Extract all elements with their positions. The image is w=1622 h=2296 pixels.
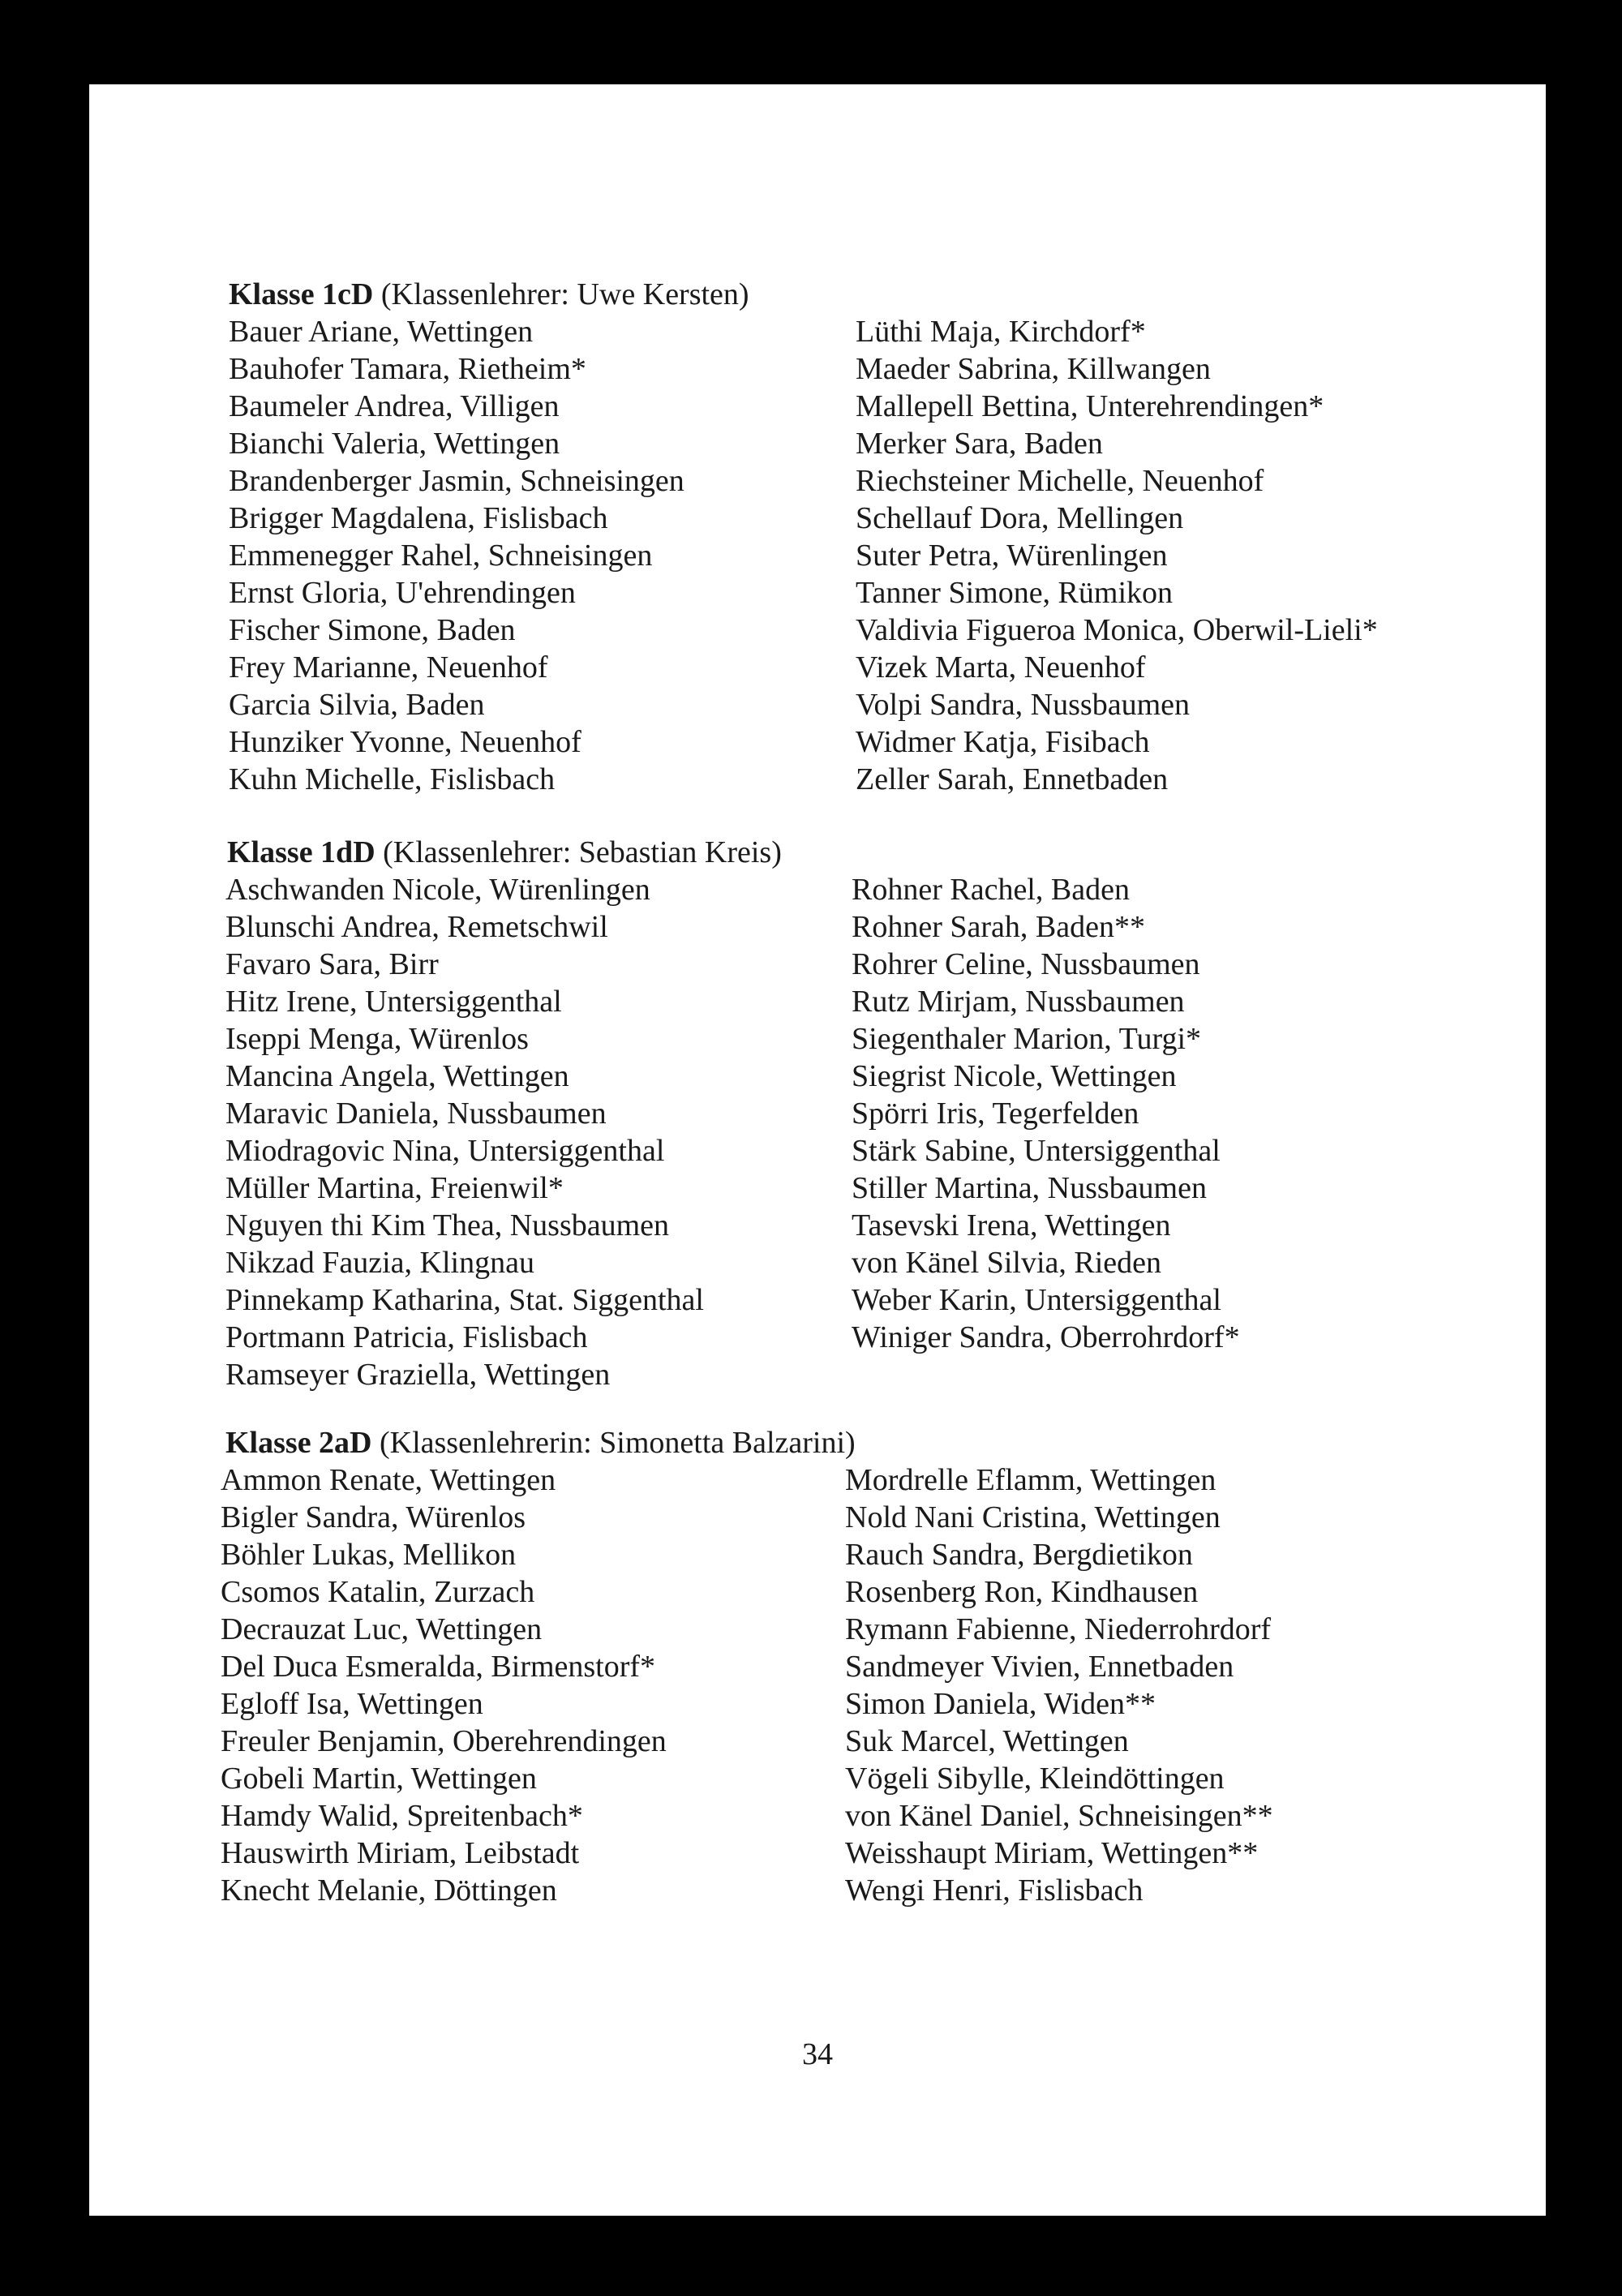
list-item: Pinnekamp Katharina, Stat. Siggenthal xyxy=(225,1283,704,1317)
list-item: Hauswirth Miriam, Leibstadt xyxy=(221,1836,580,1870)
list-item: Böhler Lukas, Mellikon xyxy=(221,1538,517,1572)
class-teacher: (Klassenlehrer: Sebastian Kreis) xyxy=(383,835,782,869)
list-item: Valdivia Figueroa Monica, Oberwil-Lieli* xyxy=(856,613,1378,647)
list-item: Del Duca Esmeralda, Birmenstorf* xyxy=(221,1650,656,1684)
list-item: Rohner Sarah, Baden** xyxy=(852,910,1145,944)
list-item: Kuhn Michelle, Fislisbach xyxy=(229,762,556,796)
list-item: Mancina Angela, Wettingen xyxy=(225,1059,569,1093)
list-item: Hitz Irene, Untersiggenthal xyxy=(225,985,562,1019)
list-item: Rauch Sandra, Bergdietikon xyxy=(845,1538,1193,1572)
list-item: Iseppi Menga, Würenlos xyxy=(225,1022,529,1056)
list-item: Sandmeyer Vivien, Ennetbaden xyxy=(845,1650,1234,1684)
list-item: Stiller Martina, Nussbaumen xyxy=(852,1171,1207,1205)
list-item: Müller Martina, Freienwil* xyxy=(225,1171,564,1205)
list-item: Freuler Benjamin, Oberehrendingen xyxy=(221,1724,667,1758)
list-item: Hamdy Walid, Spreitenbach* xyxy=(221,1799,583,1833)
list-item: Rosenberg Ron, Kindhausen xyxy=(845,1575,1199,1609)
student-list-right xyxy=(845,1461,1273,1909)
class-name: Klasse 1cD xyxy=(229,277,374,311)
list-item: Zeller Sarah, Ennetbaden xyxy=(856,762,1169,796)
class-name: Klasse 1dD xyxy=(227,835,375,869)
student-list-left xyxy=(225,871,704,1393)
list-item: Bauer Ariane, Wettingen xyxy=(229,315,534,349)
list-item: Tanner Simone, Rümikon xyxy=(856,576,1174,610)
student-list-right xyxy=(852,871,1240,1356)
list-item: Suk Marcel, Wettingen xyxy=(845,1724,1129,1758)
list-item: Ernst Gloria, U'ehrendingen xyxy=(229,576,576,610)
list-item: Rohner Rachel, Baden xyxy=(852,873,1130,907)
list-item: Hunziker Yvonne, Neuenhof xyxy=(229,725,581,759)
class-heading xyxy=(225,1424,856,1461)
list-item: Stärk Sabine, Untersiggenthal xyxy=(852,1134,1221,1168)
list-item: Mallepell Bettina, Unterehrendingen* xyxy=(856,389,1324,423)
list-item: Winiger Sandra, Oberrohrdorf* xyxy=(852,1320,1240,1354)
list-item: Maeder Sabrina, Killwangen xyxy=(856,352,1211,386)
list-item: Brigger Magdalena, Fislisbach xyxy=(229,501,608,535)
list-item: Weber Karin, Untersiggenthal xyxy=(852,1283,1221,1317)
class-name: Klasse 2aD xyxy=(225,1426,372,1460)
student-list-left xyxy=(221,1461,667,1909)
student-list-right xyxy=(856,313,1378,798)
list-item: Siegrist Nicole, Wettingen xyxy=(852,1059,1177,1093)
list-item: Vizek Marta, Neuenhof xyxy=(856,650,1146,685)
list-item: Aschwanden Nicole, Würenlingen xyxy=(225,873,650,907)
list-item: Gobeli Martin, Wettingen xyxy=(221,1762,537,1796)
list-item: Ramseyer Graziella, Wettingen xyxy=(225,1358,611,1392)
class-teacher: (Klassenlehrerin: Simonetta Balzarini) xyxy=(380,1426,856,1460)
list-item: Csomos Katalin, Zurzach xyxy=(221,1575,535,1609)
list-item: von Känel Daniel, Schneisingen** xyxy=(845,1799,1273,1833)
list-item: Fischer Simone, Baden xyxy=(229,613,516,647)
class-heading xyxy=(229,276,749,313)
list-item: Merker Sara, Baden xyxy=(856,427,1103,461)
list-item: Tasevski Irena, Wettingen xyxy=(852,1208,1171,1242)
list-item: Maravic Daniela, Nussbaumen xyxy=(225,1097,607,1131)
list-item: Rutz Mirjam, Nussbaumen xyxy=(852,985,1185,1019)
list-item: Miodragovic Nina, Untersiggenthal xyxy=(225,1134,665,1168)
list-item: Baumeler Andrea, Villigen xyxy=(229,389,560,423)
list-item: Nold Nani Cristina, Wettingen xyxy=(845,1500,1221,1534)
list-item: Schellauf Dora, Mellingen xyxy=(856,501,1184,535)
list-item: Bauhofer Tamara, Rietheim* xyxy=(229,352,586,386)
page-number: 34 xyxy=(802,2037,833,2071)
list-item: Knecht Melanie, Döttingen xyxy=(221,1873,557,1908)
list-item: Bianchi Valeria, Wettingen xyxy=(229,427,560,461)
class-heading xyxy=(227,834,782,871)
list-item: Portmann Patricia, Fislisbach xyxy=(225,1320,588,1354)
list-item: Emmenegger Rahel, Schneisingen xyxy=(229,539,653,573)
list-item: Ammon Renate, Wettingen xyxy=(221,1463,556,1497)
list-item: Weisshaupt Miriam, Wettingen** xyxy=(845,1836,1259,1870)
list-item: Bigler Sandra, Würenlos xyxy=(221,1500,526,1534)
list-item: Nguyen thi Kim Thea, Nussbaumen xyxy=(225,1208,670,1242)
list-item: von Känel Silvia, Rieden xyxy=(852,1246,1162,1280)
list-item: Wengi Henri, Fislisbach xyxy=(845,1873,1144,1908)
document-page xyxy=(89,84,1546,2216)
list-item: Blunschi Andrea, Remetschwil xyxy=(225,910,608,944)
list-item: Garcia Silvia, Baden xyxy=(229,688,485,722)
list-item: Spörri Iris, Tegerfelden xyxy=(852,1097,1139,1131)
list-item: Riechsteiner Michelle, Neuenhof xyxy=(856,464,1264,498)
list-item: Lüthi Maja, Kirchdorf* xyxy=(856,315,1146,349)
list-item: Widmer Katja, Fisibach xyxy=(856,725,1150,759)
list-item: Rymann Fabienne, Niederrohrdorf xyxy=(845,1612,1272,1646)
list-item: Siegenthaler Marion, Turgi* xyxy=(852,1022,1202,1056)
list-item: Suter Petra, Würenlingen xyxy=(856,539,1168,573)
list-item: Mordrelle Eflamm, Wettingen xyxy=(845,1463,1216,1497)
list-item: Simon Daniela, Widen** xyxy=(845,1687,1156,1721)
student-list-left xyxy=(229,313,684,798)
list-item: Favaro Sara, Birr xyxy=(225,947,439,981)
list-item: Decrauzat Luc, Wettingen xyxy=(221,1612,543,1646)
list-item: Vögeli Sibylle, Kleindöttingen xyxy=(845,1762,1225,1796)
list-item: Egloff Isa, Wettingen xyxy=(221,1687,483,1721)
class-teacher: (Klassenlehrer: Uwe Kersten) xyxy=(380,277,749,311)
list-item: Nikzad Fauzia, Klingnau xyxy=(225,1246,534,1280)
list-item: Rohrer Celine, Nussbaumen xyxy=(852,947,1200,981)
list-item: Volpi Sandra, Nussbaumen xyxy=(856,688,1190,722)
list-item: Brandenberger Jasmin, Schneisingen xyxy=(229,464,684,498)
list-item: Frey Marianne, Neuenhof xyxy=(229,650,548,685)
